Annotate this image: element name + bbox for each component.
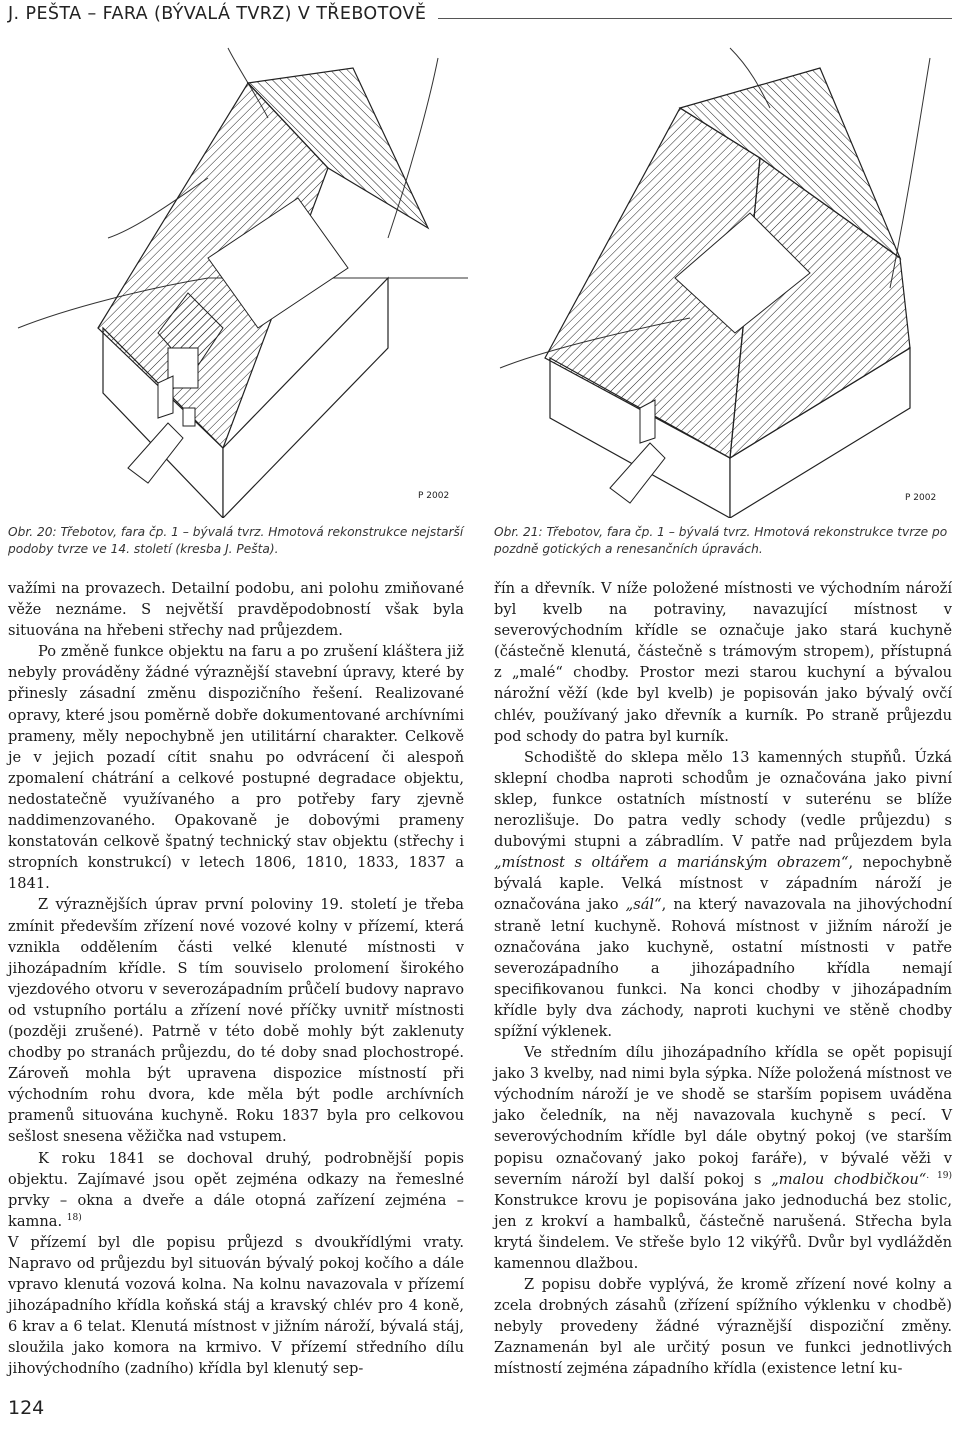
paragraph xyxy=(494,1042,952,1274)
paragraph-text: Konstrukce krovu je popisována jako jednoduchá bez stolic, jen z krokví a hambalků, částečně narušená. Střecha byla krytá šindelem. Ve střeše bylo 12 vikýřů. Dvůr byl vydlážděn kamennou dlažbou. xyxy=(494,1191,952,1272)
figure-21-drawing xyxy=(490,28,952,518)
paragraph: Z popisu dobře vyplývá, že kromě zřízení nové kolny a zcela drobných zásahů (zřízení spížního výklenku v chodbě) nebyly provedeny žádné výraznější dispoziční změny. Zaznamenán byl ale určitý posun ve funkci jednotlivých místností zejména západního křídla (existence letní ku- xyxy=(494,1276,952,1378)
paragraph-text: Schodiště do sklepa mělo 13 kamenných stupňů. Úzká sklepní chodba naproti schodům je označována jako pivní sklep, funkce ostatních místností v suterénu se blíže nerozlišuje. Do patra vedly schody (vedle průjezdu) s dubovými stupni a zábradlím. V patře nad průjezdem byla xyxy=(494,748,952,851)
paragraph: važími na provazech. Detailní podobu, ani polohu zmiňované věže neznáme. S největší pravděpodobností však byla situována na hřebeni střechy nad průjezdem. xyxy=(8,580,464,640)
paragraph: Z výraznějších úprav první poloviny 19. století je třeba zmínit především zřízení nové vozové kolny v přízemí, která vznikla oddělením části velké klenuté místnosti v jihozápadním křídle. S tím souviselo prolomení širokého vjezdového otvoru v severozápadním průčelí budovy napravo od vstupního portálu a zřízení nové příčky uvnitř místnosti (později zrušené). Patrně v této době mohly být zaklenuty chodby po stranách průjezdu, do té doby snad plochostropé. Zároveň mohla být upravena dispozice místností při východním rohu dvora, kde měla být podle archívních pramenů situována kuchyně. Roku 1837 byla pro celkovou sešlost snesena věžička nad vstupem. xyxy=(8,896,464,1146)
footnote-ref: . 19) xyxy=(926,1170,952,1181)
italic-quote: „místnost s oltářem a mariánským obrazem“ xyxy=(494,854,849,872)
figure-20-svg xyxy=(8,28,470,518)
left-text-column xyxy=(8,578,464,1380)
paragraph xyxy=(494,747,952,1042)
paragraph-text: K roku 1841 se dochoval druhý, podrobnější popis objektu. Zajímavé jsou opět zejména odkazy na řemeslné prvky – okna a dveře a dále otopná zařízení zejména – kamna. xyxy=(8,1149,464,1230)
paragraph-text: , nepochybně bývalá kaple. Velká místnost v západním nároží je označována jako xyxy=(494,854,952,914)
figure-20-drawing xyxy=(8,28,470,518)
paragraph-text: , na který navazovala na jihovýchodní straně letní kuchyně. Rohová místnost v jižním nároží je označována jako kuchyně, ostatní místnosti v patře severozápadního a jihozápadního křídla nemají specifikovanou funkci. Na konci chodby v jihozápadním křídle byly dva záchody, naproti kuchyni ve stěně chodby spížní výklenek. xyxy=(494,896,952,1040)
figure-21-caption: Obr. 21: Třebotov, fara čp. 1 – bývalá tvrz. Hmotová rekonstrukce tvrze po pozdně gotických a renesančních úpravách. xyxy=(494,525,948,556)
figure-20-signature: P 2002 xyxy=(418,491,450,501)
right-text-column xyxy=(494,578,952,1380)
page-title: J. PEŠTA – FARA (BÝVALÁ TVRZ) V TŘEBOTOVĚ xyxy=(8,4,427,24)
paragraph xyxy=(8,1148,464,1232)
figure-21-svg xyxy=(490,28,952,518)
page-number: 124 xyxy=(8,1397,45,1419)
paragraph: řín a dřevník. V níže položené místnosti ve východním nároží byl kvelb na potraviny, navazující místnost v severovýchodním křídle se označuje jako stará kuchyně (částečně klenutá, částečně s trámovým stropem), přístupná z „malé“ chodby. Prostor mezi starou kuchyní a bývalou nárožní věží (kde byl kvelb) je popisován jako bývalý ovčí chlév, používaný jako dřevník a kurník. Po straně průjezdu pod schody do patra byl kurník. xyxy=(494,580,952,745)
paragraph: V přízemí byl dle popisu průjezd s dvoukřídlými vraty. Napravo od průjezdu byl situován bývalý pokoj kočího a dále vpravo klenutá vozová kolna. Na kolnu navazovala v přízemí jihozápadního křídla koňská stáj a kravský chlév pro 4 koně, 6 krav a 6 telat. Klenutá místnost v jižním nároží, bývalá stáj, sloužila jako komora na krmivo. V přízemí středního dílu jihovýchodního (zadního) křídla byl klenutý sep- xyxy=(8,1233,464,1378)
italic-quote: „malou chodbičkou“ xyxy=(771,1170,927,1188)
figure-20-caption: Obr. 20: Třebotov, fara čp. 1 – bývalá tvrz. Hmotová rekonstrukce nejstarší podoby tvrze ve 14. století (kresba J. Pešta). xyxy=(8,525,464,556)
paragraph: Po změně funkce objektu na faru a po zrušení kláštera již nebyly prováděny žádné výraznější stavební úpravy, které by přinesly zásadní změnu dispozičního řešení. Realizované opravy, které jsou poměrně dobře dokumentované archívními prameny, měly nepochybně jen utilitární charakter. Celkově je v jejich pozadí cítit snahu po odvrácení či alespoň zpomalení chátrání a celkové postupné degradace objektu, nedostatečně využívaného a pro potřeby fary zjevně naddimenzovaného. Opakovaně je dobovými prameny konstatován celkově špatný technický stav objektu (střechy i stropních konstrukcí) v letech 1806, 1810, 1833, 1837 a 1841. xyxy=(8,643,464,893)
paragraph-text: Ve středním dílu jihozápadního křídla se opět popisují jako 3 kvelby, nad nimi byla sýpka. Níže položená místnost ve východním nároží je ve shodě se starším popisem uváděna jako čeledník, na něj navazovala kuchyně s pecí. V severovýchodním křídle byl dále obytný pokoj (ve starším popisu označovaný jako pokoj faráře), v bývalé věži v severním nároží byl další pokoj s xyxy=(494,1044,952,1188)
figure-21-signature: P 2002 xyxy=(905,493,937,503)
footnote-ref: 18) xyxy=(66,1212,82,1223)
italic-quote: „sál“ xyxy=(625,896,662,914)
page-header xyxy=(8,2,952,28)
header-rule xyxy=(438,18,952,19)
